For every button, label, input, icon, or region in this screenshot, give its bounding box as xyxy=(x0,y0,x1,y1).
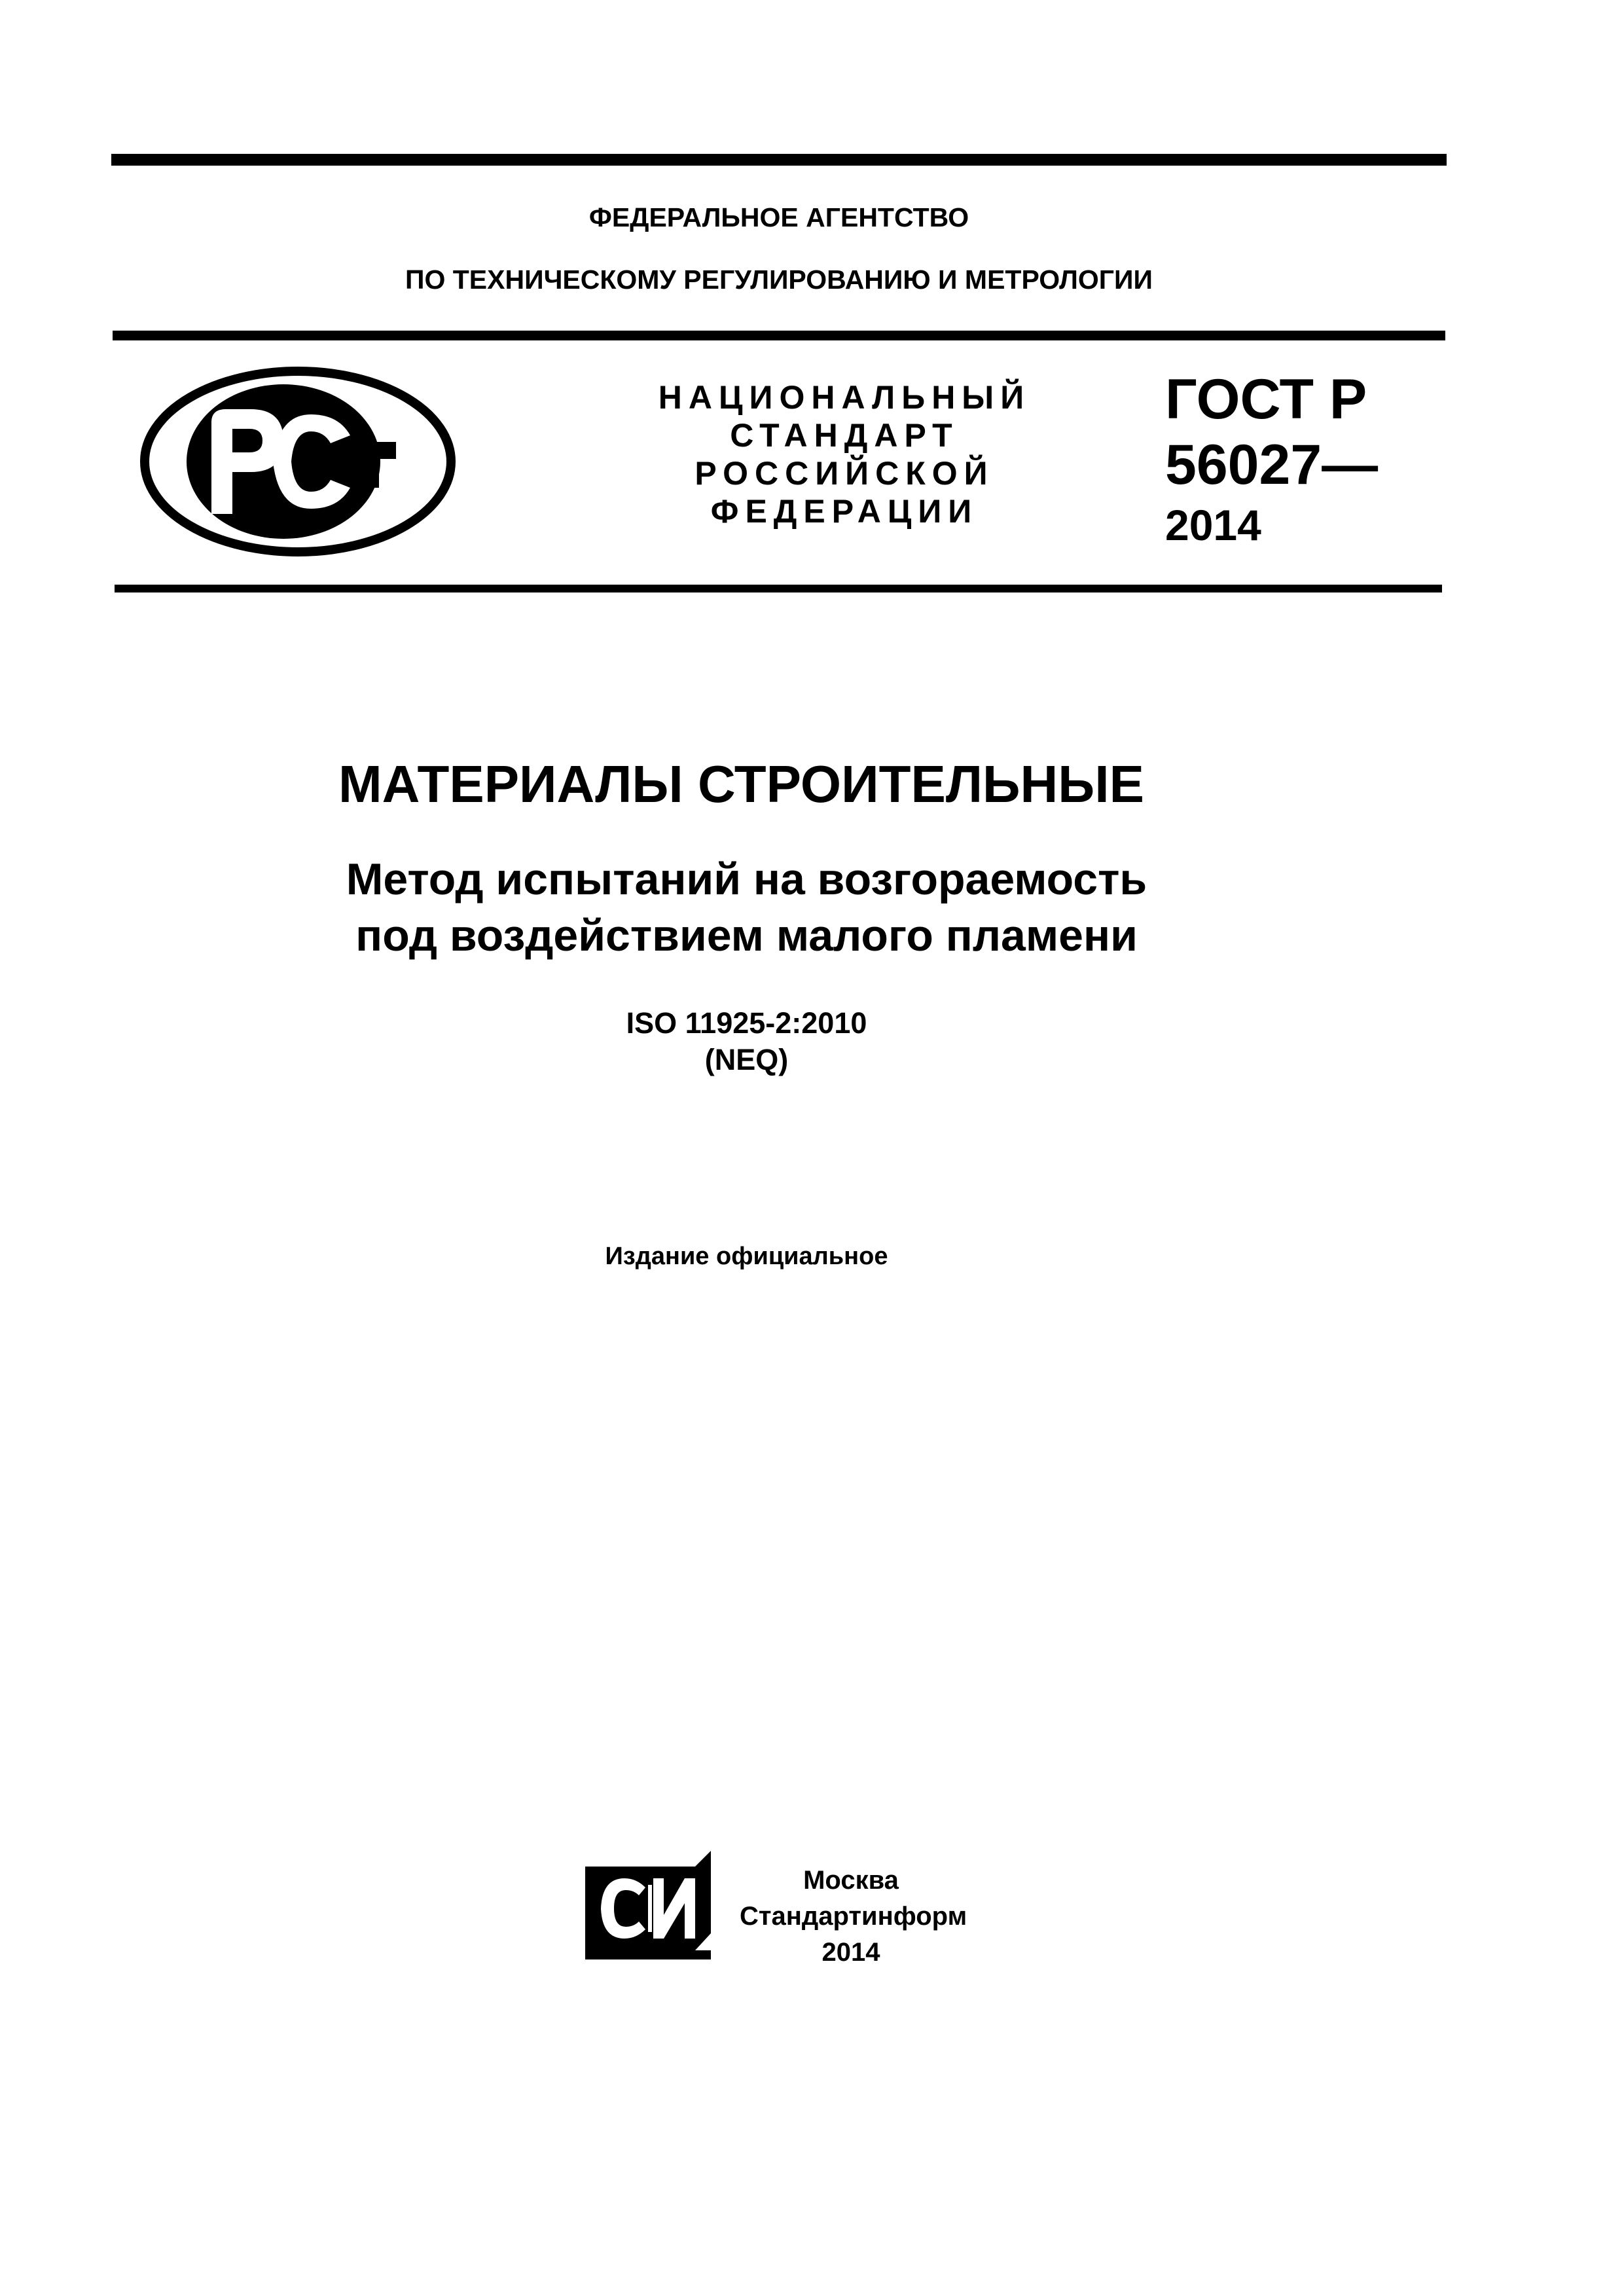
top-rule xyxy=(111,154,1447,166)
publisher-name: Стандартинформ xyxy=(740,1902,967,1931)
edition-text: Издание официальное xyxy=(605,1243,888,1270)
designation-line-1: ГОСТ Р xyxy=(1165,368,1367,431)
subtitle-line-1: Метод испытаний на возгораемость xyxy=(346,854,1147,904)
publisher-city: Москва xyxy=(803,1866,899,1895)
document-subtitle xyxy=(0,851,1624,964)
header-rule xyxy=(113,331,1445,340)
designation-line-2: 56027— xyxy=(1165,433,1379,496)
designation-line-3: 2014 xyxy=(1165,501,1261,549)
publisher-year: 2014 xyxy=(821,1938,880,1967)
standard-designation xyxy=(1165,367,1414,553)
standard-type-line-1: НАЦИОНАЛЬНЫЙ xyxy=(658,379,1031,416)
standard-type-line-2: СТАНДАРТ xyxy=(730,417,959,454)
header-bottom-rule xyxy=(115,585,1442,592)
agency-name-line-1: ФЕДЕРАЛЬНОЕ АГЕНТСТВО xyxy=(588,202,969,232)
document-title-text: МАТЕРИАЛЫ СТРОИТЕЛЬНЫЕ xyxy=(338,755,1144,813)
iso-equivalence: (NEQ) xyxy=(704,1043,789,1076)
publisher-block xyxy=(740,1863,967,1971)
standard-type xyxy=(589,378,1100,530)
document-title xyxy=(0,752,1624,817)
subtitle-line-2: под воздействием малого пламени xyxy=(355,911,1138,960)
standard-type-line-3: РОССИЙСКОЙ xyxy=(695,455,994,492)
standartinform-emblem-icon xyxy=(583,1850,713,1967)
gost-r-emblem-icon xyxy=(134,363,461,560)
edition-note xyxy=(0,1241,1624,1272)
iso-reference xyxy=(0,1005,1624,1078)
standard-type-line-4: ФЕДЕРАЦИИ xyxy=(710,493,979,530)
agency-name-line-2: ПО ТЕХНИЧЕСКОМУ РЕГУЛИРОВАНИЮ И МЕТРОЛОГИИ xyxy=(405,264,1153,295)
iso-number: ISO 11925-2:2010 xyxy=(626,1006,867,1040)
